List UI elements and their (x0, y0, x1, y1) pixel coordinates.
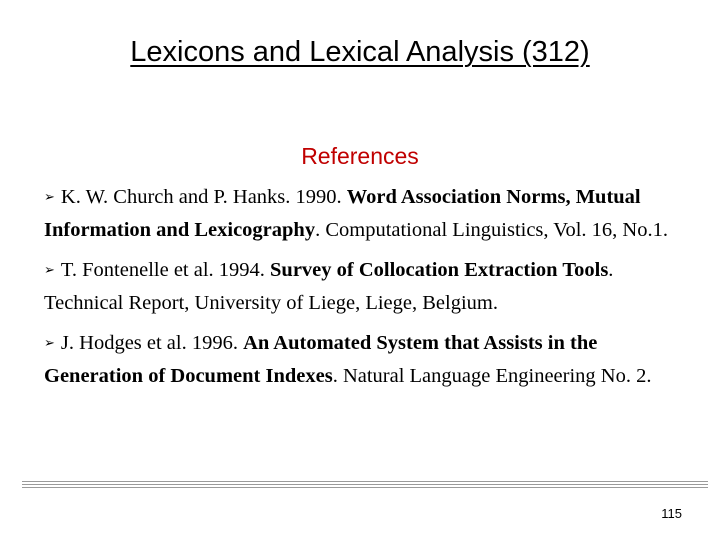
slide-title: Lexicons and Lexical Analysis (312) (130, 36, 590, 68)
reference-source: . Natural Language Engineering No. 2. (332, 365, 652, 387)
page-number: 115 (661, 506, 682, 521)
reference-title: An Automated System that Assists in the Generation of Document Indexes (44, 332, 598, 387)
divider-line (22, 487, 708, 488)
reference-authors: J. Hodges et al. 1996. (60, 332, 244, 354)
reference-authors: T. Fontenelle et al. 1994. (60, 259, 271, 281)
reference-item (44, 255, 684, 318)
arrow-bullet-icon: ➢ (44, 263, 55, 278)
reference-title: Word Association Norms, Mutual Information and Lexicography (44, 186, 641, 241)
arrow-bullet-icon: ➢ (44, 190, 55, 205)
footer-divider (22, 481, 708, 490)
arrow-bullet-icon: ➢ (44, 336, 55, 351)
reference-authors: K. W. Church and P. Hanks. 1990. (60, 186, 347, 208)
section-subtitle: References (301, 143, 419, 169)
reference-item (44, 328, 684, 391)
divider-line (22, 481, 708, 482)
reference-title: Survey of Collocation Extraction Tools (270, 259, 609, 281)
reference-list (44, 182, 684, 401)
reference-source: . Technical Report, University of Liege, Liege, Belgium. (44, 259, 614, 314)
reference-source: . Computational Linguistics, Vol. 16, No.1. (315, 219, 668, 241)
reference-item (44, 182, 684, 245)
divider-line (22, 484, 708, 485)
